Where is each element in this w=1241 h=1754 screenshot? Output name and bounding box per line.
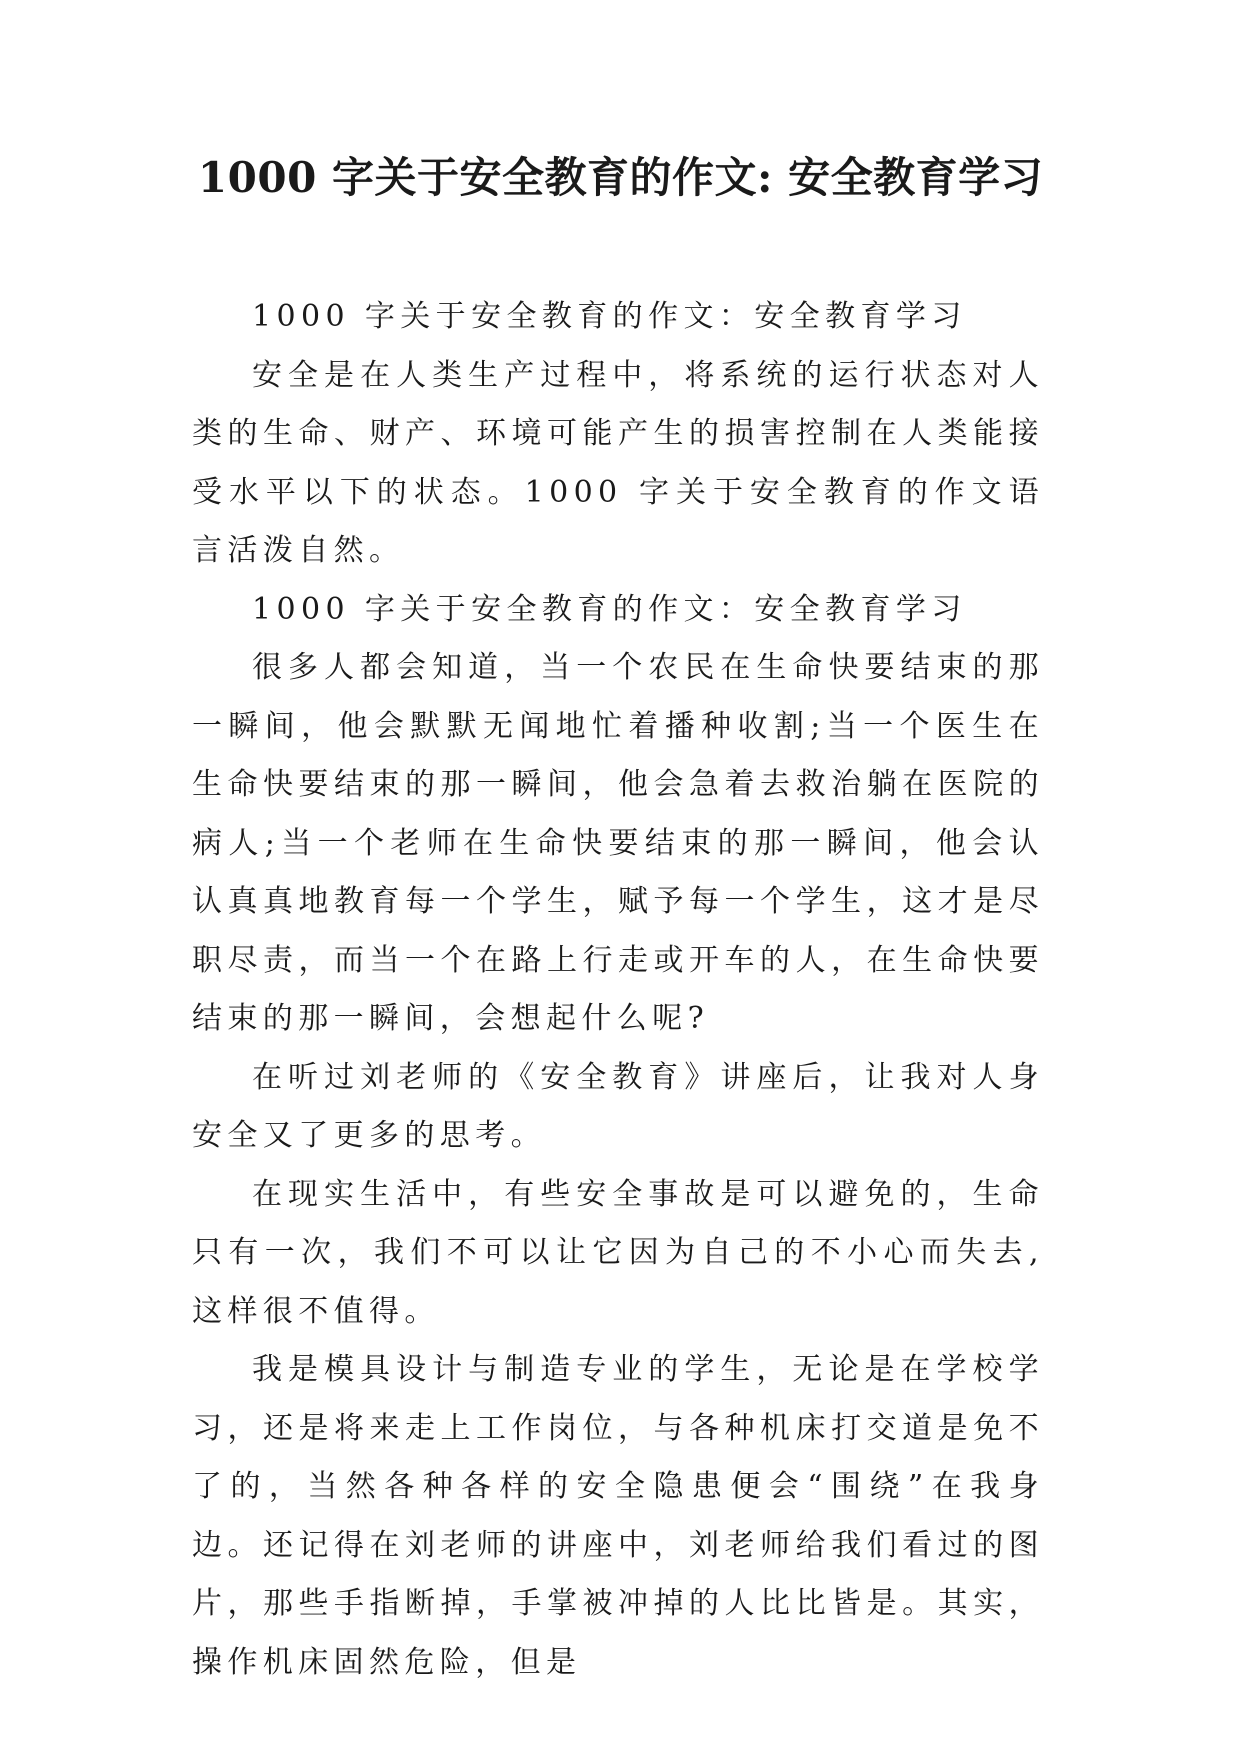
document-title: 1000 字关于安全教育的作文: 安全教育学习 bbox=[197, 153, 1044, 202]
paragraph: 1000 字关于安全教育的作文：安全教育学习 bbox=[252, 591, 967, 627]
paragraph: 在听过刘老师的《安全教育》讲座后，让我对人身安全又了更多的思考。 bbox=[192, 1059, 1044, 1153]
paragraph: 很多人都会知道，当一个农民在生命快要结束的那一瞬间，他会默默无闻地忙着播种收割;当一个医生在生命快要结束的那一瞬间，他会急着去救治躺在医院的病人;当一个老师在生命快要结束的那一瞬间，他会认认真真地教育每一个学生，赋予每一个学生，这才是尽职尽责，而当一个在路上行走或开车的人，在生命快要结束的那一瞬间，会想起什么呢? bbox=[192, 650, 1044, 1036]
paragraph: 我是模具设计与制造专业的学生，无论是在学校学习，还是将来走上工作岗位，与各种机床打交道是免不了的，当然各种各样的安全隐患便会“围绕”在我身边。还记得在刘老师的讲座中，刘老师给我们看过的图片，那些手指断掉，手掌被冲掉的人比比皆是。其实，操作机床固然危险，但是 bbox=[192, 1352, 1044, 1680]
paragraph: 在现实生活中，有些安全事故是可以避免的，生命只有一次，我们不可以让它因为自己的不小心而失去,这样很不值得。 bbox=[192, 1176, 1044, 1329]
document-body bbox=[192, 288, 1044, 1692]
paragraph: 1000 字关于安全教育的作文：安全教育学习 bbox=[252, 299, 967, 334]
paragraph: 安全是在人类生产过程中，将系统的运行状态对人类的生命、财产、环境可能产生的损害控制在人类能接受水平以下的状态。1000 字关于安全教育的作文语言活泼自然。 bbox=[192, 357, 1044, 568]
